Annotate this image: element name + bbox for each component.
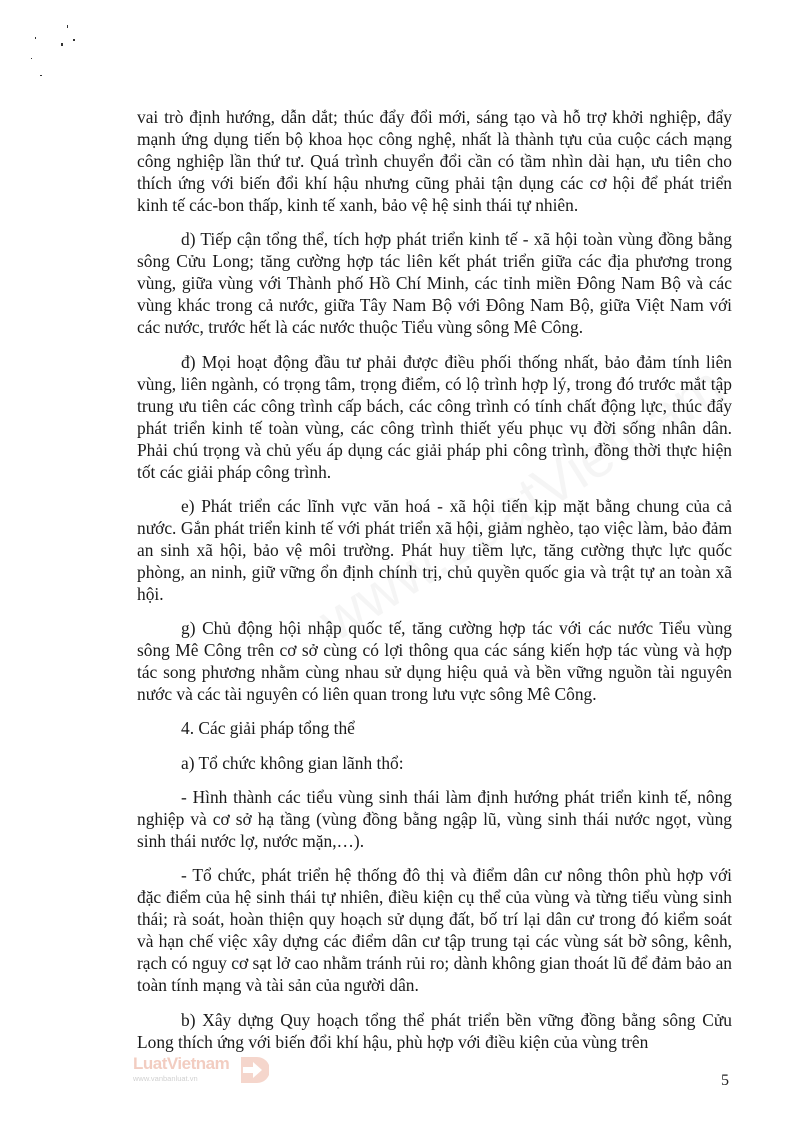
scan-speck [61,43,63,46]
luatvietnam-logo [133,1055,293,1095]
paragraph-dd: đ) Mọi hoạt động đầu tư phải được điều phối thống nhất, bảo đảm tính liên vùng, liên ngành, có trọng tâm, trọng điểm, có lộ trình hợp lý, trong đó trước mắt tập trung ưu tiên các công trình cấp bách, các công trình có tính chất động lực, thúc đẩy phát triển kinh tế toàn vùng, các công trình thiết yếu phục vụ đời sống nhân dân. Phải chú trọng và chủ yếu áp dụng các giải pháp phi công trình, đồng thời thực hiện tốt các giải pháp công trình. [137,351,732,482]
paragraph-e: e) Phát triển các lĩnh vực văn hoá - xã hội tiến kịp mặt bằng chung của cả nước. Gắn phát triển kinh tế với phát triển xã hội, giảm nghèo, tạo việc làm, bảo đảm an sinh xã hội, bảo vệ môi trường. Phát huy tiềm lực, tăng cường thực lực quốc phòng, an ninh, giữ vững ổn định chính trị, chủ quyền quốc gia và trật tự an toàn xã hội. [137,495,732,604]
scan-speck [31,58,32,59]
scan-speck [73,39,75,41]
scan-speck [40,75,42,76]
subsection-a: a) Tổ chức không gian lãnh thổ: [181,752,404,773]
paragraph-g: g) Chủ động hội nhập quốc tế, tăng cường hợp tác với các nước Tiểu vùng sông Mê Công trên cơ sở cùng có lợi thông qua các sáng kiến hợp tác vùng và hợp tác song phương nhằm cùng nhau sử dụng hiệu quả và bền vững nguồn tài nguyên nước và các tài nguyên có liên quan trong lưu vực sông Mê Công. [137,618,732,705]
bullet-paragraph: - Hình thành các tiểu vùng sinh thái làm định hướng phát triển kinh tế, nông nghiệp và cơ sở hạ tầng (vùng đồng bằng ngập lũ, vùng sinh thái nước ngọt, vùng sinh thái nước lợ, nước mặn,…). [137,787,732,852]
logo-url: www.vanbanluat.vn [133,1074,198,1083]
page-number: 5 [721,1072,729,1089]
arrow-icon [235,1055,269,1085]
document-body [137,106,732,1065]
paragraph-b: b) Xây dựng Quy hoạch tổng thể phát triển bền vững đồng bằng sông Cửu Long thích ứng với biến đổi khí hậu, phù hợp với điều kiện của vùng trên [137,1009,732,1052]
scan-speck [67,25,68,28]
paragraph-d: d) Tiếp cận tổng thể, tích hợp phát triển kinh tế - xã hội toàn vùng đồng bằng sông Cửu Long; tăng cường hợp tác liên kết phát triển giữa các địa phương trong vùng, giữa vùng với Thành phố Hồ Chí Minh, các tỉnh miền Đông Nam Bộ và các vùng khác trong cả nước, giữa Tây Nam Bộ với Đông Nam Bộ, giữa Việt Nam với các nước, trước hết là các nước thuộc Tiểu vùng sông Mê Công. [137,229,732,338]
section-heading: 4. Các giải pháp tổng thể [181,718,355,739]
bullet-paragraph: - Tổ chức, phát triển hệ thống đô thị và điểm dân cư nông thôn phù hợp với đặc điểm của hệ sinh thái tự nhiên, điều kiện cụ thể của vùng và từng tiểu vùng sinh thái; rà soát, hoàn thiện quy hoạch sử dụng đất, bố trí lại dân cư trong đó kiểm soát và hạn chế việc xây dựng các điểm dân cư tập trung tại các vùng sát bờ sông, kênh, rạch có nguy cơ sạt lở cao nhằm tránh rủi ro; dành không gian thoát lũ để đảm bảo an toàn tính mạng và tài sản của người dân. [137,865,732,996]
scan-speck [35,37,36,39]
logo-name: LuatVietnam [133,1054,230,1073]
paragraph-continuation: vai trò định hướng, dẫn dắt; thúc đẩy đổi mới, sáng tạo và hỗ trợ khởi nghiệp, đẩy mạnh ứng dụng tiến bộ khoa học công nghệ, nhất là thành tựu của cuộc cách mạng công nghiệp lần thứ tư. Quá trình chuyển đổi cần có tầm nhìn dài hạn, ưu tiên cho thích ứng với biến đổi khí hậu nhưng cũng phải tận dụng các cơ hội để phát triển kinh tế các-bon thấp, kinh tế xanh, bảo vệ hệ sinh thái tự nhiên. [137,107,732,215]
